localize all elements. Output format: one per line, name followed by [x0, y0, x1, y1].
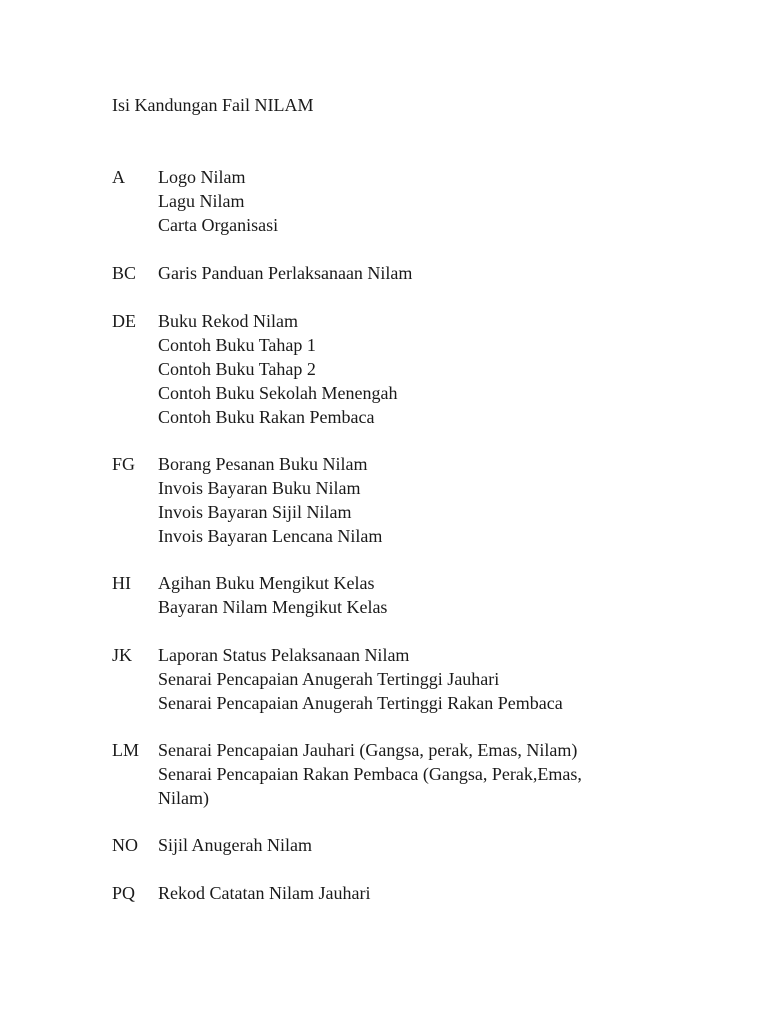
section-items	[158, 571, 658, 619]
list-item: Invois Bayaran Buku Nilam	[158, 478, 361, 498]
list-item: Senarai Pencapaian Jauhari (Gangsa, perak, Emas, Nilam)	[158, 740, 578, 760]
section-code: PQ	[112, 883, 136, 903]
list-item: Senarai Pencapaian Rakan Pembaca (Gangsa, Perak,Emas,	[158, 764, 582, 784]
section-items	[158, 309, 658, 429]
list-item: Bayaran Nilam Mengikut Kelas	[158, 597, 388, 617]
section-code: BC	[112, 263, 137, 283]
section-items	[158, 643, 658, 715]
section-code: FG	[112, 454, 136, 474]
list-item: Lagu Nilam	[158, 191, 245, 211]
list-item: Contoh Buku Sekolah Menengah	[158, 383, 398, 403]
list-item: Invois Bayaran Lencana Nilam	[158, 526, 383, 546]
section-code: HI	[112, 573, 131, 593]
list-item: Rekod Catatan Nilam Jauhari	[158, 883, 371, 903]
list-item: Nilam)	[158, 788, 209, 808]
list-item: Contoh Buku Tahap 2	[158, 359, 316, 379]
list-item: Contoh Buku Tahap 1	[158, 335, 316, 355]
section-items	[158, 165, 658, 237]
section-code: NO	[112, 835, 138, 855]
document-title: Isi Kandungan Fail NILAM	[112, 95, 314, 115]
list-item: Invois Bayaran Sijil Nilam	[158, 502, 352, 522]
section-code: A	[112, 167, 125, 187]
list-item: Senarai Pencapaian Anugerah Tertinggi Rakan Pembaca	[158, 693, 563, 713]
list-item: Contoh Buku Rakan Pembaca	[158, 407, 375, 427]
section-items	[158, 452, 658, 548]
section-items	[158, 881, 658, 905]
list-item: Senarai Pencapaian Anugerah Tertinggi Jauhari	[158, 669, 500, 689]
section-code: LM	[112, 740, 139, 760]
section-code: JK	[112, 645, 133, 665]
list-item: Logo Nilam	[158, 167, 246, 187]
section-items	[158, 261, 658, 285]
list-item: Agihan Buku Mengikut Kelas	[158, 573, 375, 593]
section-items	[158, 833, 658, 857]
list-item: Laporan Status Pelaksanaan Nilam	[158, 645, 410, 665]
list-item: Carta Organisasi	[158, 215, 279, 235]
section-code: DE	[112, 311, 136, 331]
list-item: Buku Rekod Nilam	[158, 311, 298, 331]
list-item: Borang Pesanan Buku Nilam	[158, 454, 368, 474]
list-item: Sijil Anugerah Nilam	[158, 835, 312, 855]
list-item: Garis Panduan Perlaksanaan Nilam	[158, 263, 413, 283]
section-items	[158, 738, 658, 810]
